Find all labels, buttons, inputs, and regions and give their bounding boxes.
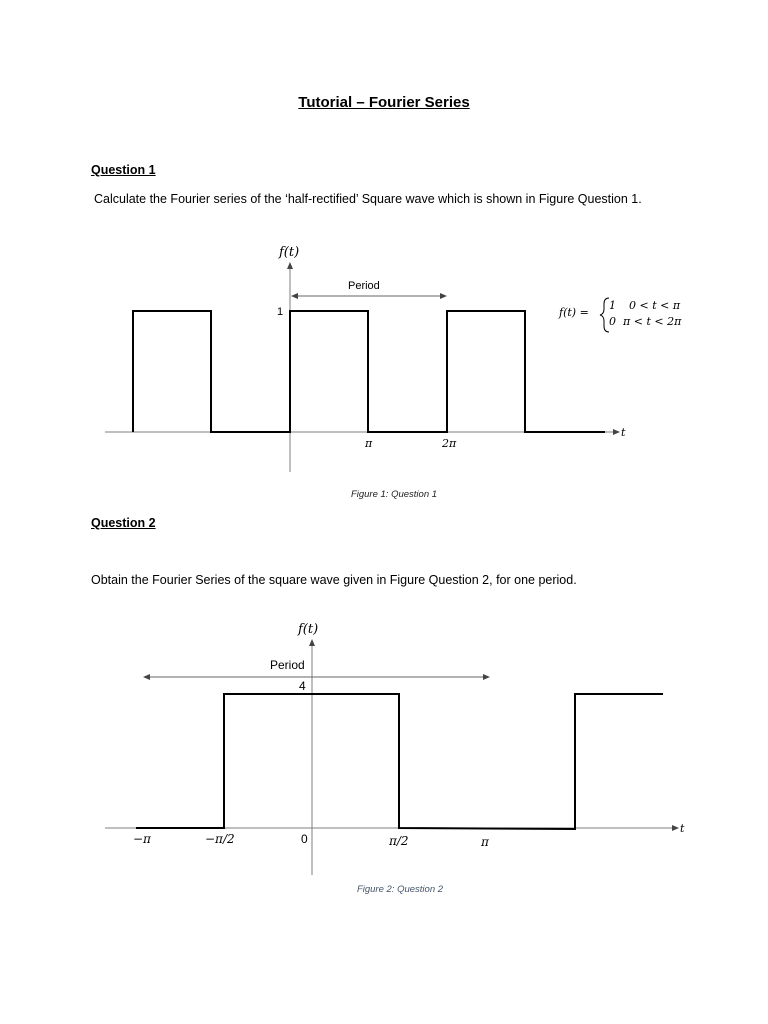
fig2-level-label: 4 [299,679,306,693]
fig2-tick-neg-pi: −π [133,832,151,846]
figure-1-caption: Figure 1: Question 1 [350,489,438,500]
fig2-tick-neg-pi-half: −π/2 [205,832,235,846]
fig2-waveform [136,694,663,829]
fig2-period-label: Period [270,658,305,672]
fig2-tick-pi: π [481,835,489,849]
question-2-text: Obtain the Fourier Series of the square wave given in Figure Question 2, for one period. [91,573,577,587]
fig2-x-axis-arrow [672,825,679,831]
fig1-tick-pi: π [365,437,373,450]
fig1-piecewise-brace [600,298,609,332]
fig1-piecewise-lhs: f(t) = [559,306,589,319]
fig1-level-label: 1 [277,306,284,318]
fig1-piecewise-row2-value: 0 [609,315,616,328]
question-1-text: Calculate the Fourier series of the ‘half-rectified’ Square wave which is shown in Figure Question 1. [94,192,642,206]
fig2-y-axis-arrow [309,639,315,646]
question-2-heading: Question 2 [91,516,156,530]
question-1-heading: Question 1 [91,163,156,177]
fig2-y-label: f(t) [298,622,319,637]
fig1-period-label: Period [348,280,380,292]
fig1-waveform [133,311,605,432]
fig1-y-label: f(t) [279,245,300,260]
fig1-period-arrow-right [440,293,447,299]
page-title: Tutorial – Fourier Series [298,94,470,111]
fig2-tick-zero: 0 [301,832,308,846]
fig1-x-label: t [621,426,626,439]
fig1-period-arrow-left [291,293,298,299]
fig2-x-label: t [680,822,685,835]
fig1-piecewise-row1-cond: 0 < t < π [629,299,681,312]
fig2-tick-pi-half: π/2 [389,834,409,848]
fig1-piecewise-row2-cond: π < t < 2π [623,315,682,328]
figure-2-caption: Figure 2: Question 2 [356,884,444,895]
fig1-x-axis-arrow [613,429,620,435]
fig1-y-axis-arrow [287,262,293,269]
fig2-period-arrow-left [143,674,150,680]
fig1-piecewise-row1-value: 1 [609,299,616,312]
fig1-tick-2pi: 2π [442,437,457,450]
fig2-period-arrow-right [483,674,490,680]
